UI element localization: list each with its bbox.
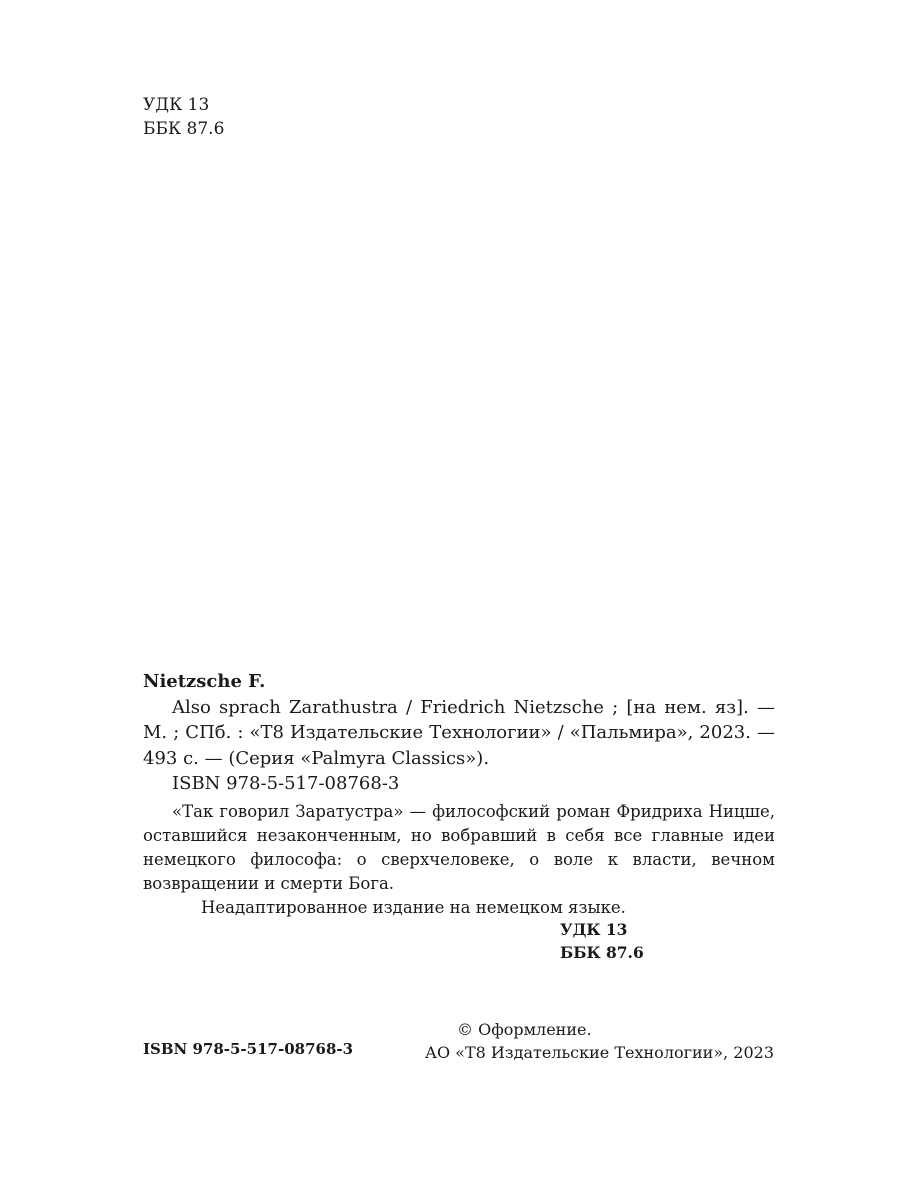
annotation-text: «Так говорил Заратустра» — философский роман Фридриха Ницше, оставшийся незаконченным, но вобравший в себя все главные идеи немецкого философа: о сверхчеловеке, о воле к власти, вечном возвращении и смерти Бога. — [143, 801, 775, 893]
isbn-entry: ISBN 978-5-517-08768-3 — [172, 773, 400, 794]
author-heading: Nietzsche F. — [143, 671, 266, 692]
classification-codes-bottom — [560, 918, 773, 964]
udk-code-bottom: УДК 13 — [560, 920, 628, 939]
edition-note: Неадаптированное издание на немецком языке. — [201, 897, 626, 917]
udk-code: УДК 13 — [143, 95, 210, 115]
classification-codes-top — [143, 93, 224, 141]
bbk-code-bottom: ББК 87.6 — [560, 943, 644, 962]
catalog-card — [143, 669, 775, 920]
bbk-code: ББК 87.6 — [143, 119, 225, 139]
isbn-footer: ISBN 978-5-517-08768-3 — [143, 1040, 354, 1058]
copyright-notice — [380, 1018, 774, 1064]
copyright-line-2: АО «Т8 Издательские Технологии», 2023 — [424, 1043, 774, 1062]
bibliographic-description: Also sprach Zarathustra / Friedrich Nietzsche ; [на нем. яз]. — М. ; СПб. : «Т8 Издательские Технологии» / «Пальмира», 2023. — 493 с. — (Серия «Palmyra Classics»). — [143, 696, 775, 769]
copyright-line-1: © Оформление. — [457, 1020, 592, 1039]
